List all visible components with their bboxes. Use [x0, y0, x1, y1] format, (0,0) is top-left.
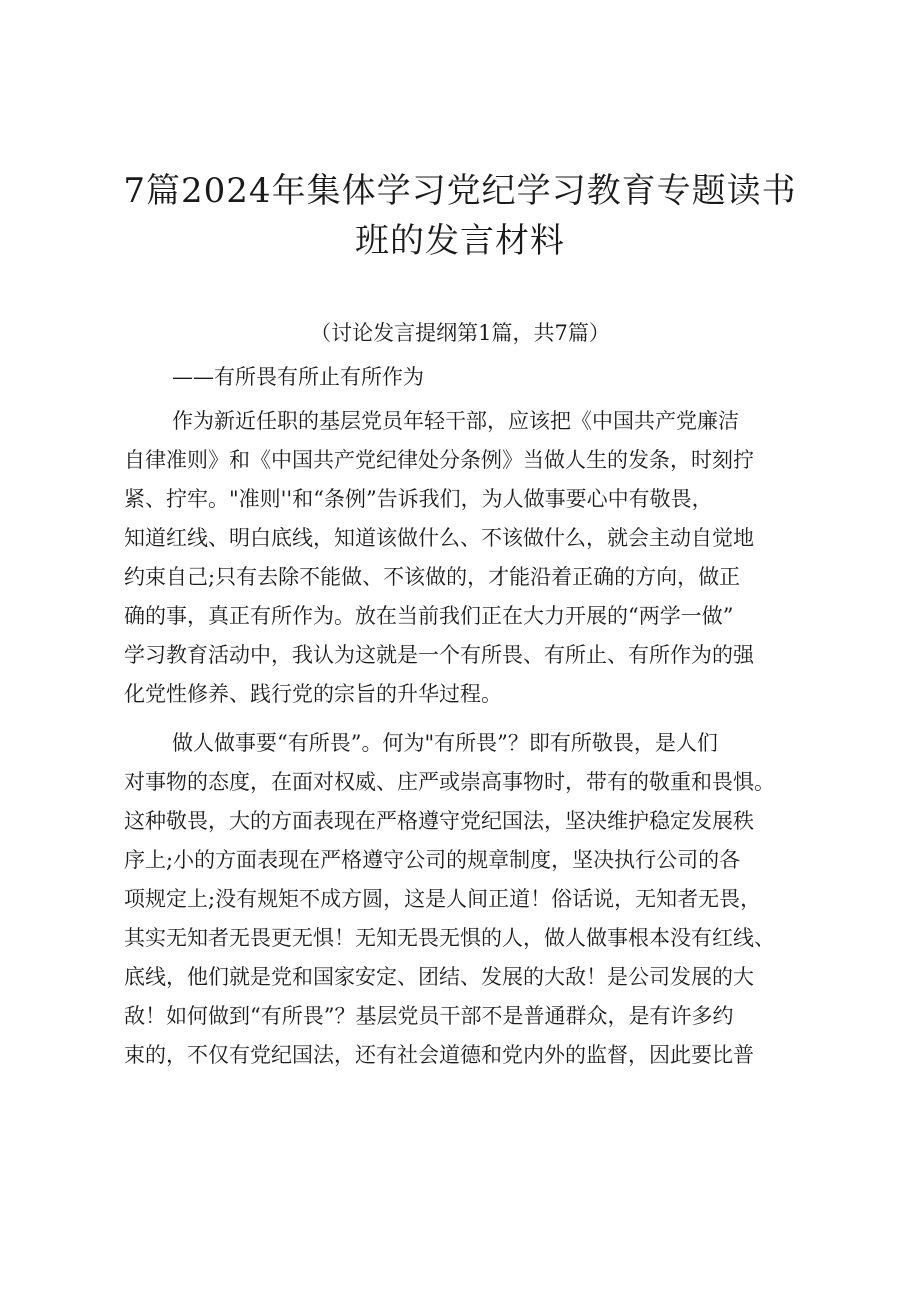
paragraph-line: 束的，不仅有党纪国法，还有社会道德和党内外的监督，因此要比普: [124, 1043, 754, 1067]
paragraph-line: 这种敬畏，大的方面表现在严格遵守党纪国法，坚决维护稳定发展秩: [124, 809, 754, 833]
paragraph-1: [124, 402, 824, 714]
paragraph-gap: [124, 714, 824, 724]
paragraph-line: 确的事，真正有所作为。放在当前我们正在大力开展的“两学一做”: [124, 604, 734, 628]
paragraph-line: 敌！如何做到“有所畏”？基层党员干部不是普通群众，是有许多约: [124, 1004, 734, 1028]
paragraph-line: 序上;小的方面表现在严格遵守公司的规章制度，坚决执行公司的各: [124, 848, 741, 872]
paragraph-line: 知道红线、明白底线，知道该做什么、不该做什么，就会主动自觉地: [124, 526, 754, 550]
paragraph-line: 做人做事要“有所畏”。何为"有所畏”？即有所敬畏，是人们: [172, 731, 718, 755]
title-line-1: 7篇2024年集体学习党纪学习教育专题读书: [123, 171, 797, 211]
document-subtitle: （讨论发言提纲第1篇，共7篇）: [310, 321, 610, 345]
paragraph-line: 作为新近任职的基层党员年轻干部，应该把《中国共产党廉洁: [172, 409, 739, 433]
paragraph-line: 对事物的态度，在面对权威、庄严或崇高事物时，带有的敬重和畏惧。: [124, 770, 775, 794]
paragraph-line: 项规定上;没有规矩不成方圆，这是人间正道！俗话说，无知者无畏，: [124, 887, 762, 911]
paragraph-line: 底线，他们就是党和国家安定、团结、发展的大敌！是公司发展的大: [124, 965, 754, 989]
title-line-2: 班的发言材料: [355, 221, 565, 261]
paragraph-line: 学习教育活动中，我认为这就是一个有所畏、有所止、有所作为的强: [124, 643, 754, 667]
paragraph-line: 其实无知者无畏更无惧！无知无畏无惧的人，做人做事根本没有红线、: [124, 926, 775, 950]
paragraph-2: [124, 724, 824, 1075]
document-title: [100, 166, 820, 266]
paragraph-line: 化党性修养、践行党的宗旨的升华过程。: [124, 682, 502, 706]
paragraph-line: 自律准则》和《中国共产党纪律处分条例》当做人生的发条，时刻拧: [124, 448, 754, 472]
section-heading: ——有所畏有所止有所作为: [172, 365, 424, 389]
document-body: [124, 402, 824, 1075]
paragraph-line: 约束自己;只有去除不能做、不该做的，才能沿着正确的方向，做正: [124, 565, 741, 589]
paragraph-line: 紧、拧牢。"准则''和“条例”告诉我们，为人做事要心中有敬畏，: [124, 487, 713, 511]
